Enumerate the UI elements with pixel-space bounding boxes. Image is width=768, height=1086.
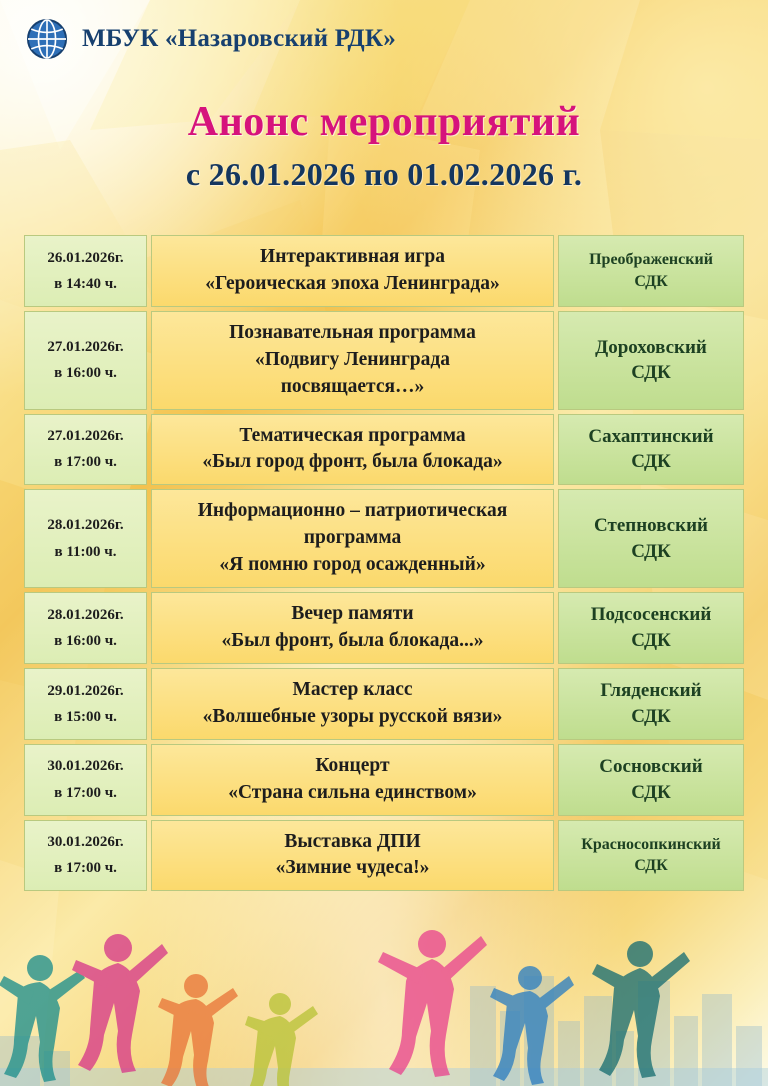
event-title-line: «Зимние чудеса!» (275, 857, 430, 879)
title-block (0, 98, 768, 193)
event-time: в 11:00 ч. (54, 543, 117, 560)
event-venue-line: СДК (634, 857, 668, 875)
page-subtitle: с 26.01.2026 по 01.02.2026 г. (185, 156, 583, 192)
header (0, 0, 768, 60)
event-venue-line: Сахаптинский (588, 425, 714, 447)
event-title-line: Мастер класс (292, 678, 413, 700)
table-row (24, 235, 744, 307)
event-time: в 15:00 ч. (54, 708, 117, 725)
event-date: 30.01.2026г. (47, 834, 124, 851)
event-title-line: «Волшебные узоры русской вязи» (202, 705, 503, 727)
event-date-cell (24, 311, 147, 410)
event-title-cell (151, 235, 554, 307)
event-venue-line: Красносопкинский (581, 835, 721, 853)
event-title-line: программа (303, 527, 402, 549)
event-venue-cell (558, 311, 744, 410)
event-time: в 16:00 ч. (54, 632, 117, 649)
event-time: в 17:00 ч. (54, 784, 117, 801)
event-venue-cell (558, 235, 744, 307)
table-row (24, 311, 744, 410)
event-date: 26.01.2026г. (47, 249, 124, 266)
event-venue-cell (558, 744, 744, 816)
event-time: в 17:00 ч. (54, 454, 117, 471)
event-date-cell (24, 414, 147, 486)
event-date-cell (24, 820, 147, 892)
table-row (24, 744, 744, 816)
event-venue-cell (558, 489, 744, 588)
event-title-line: Вечер памяти (291, 603, 414, 625)
event-venue-line: Гляденский (600, 680, 702, 702)
event-venue-line: СДК (631, 451, 671, 473)
schedule-table (24, 235, 744, 891)
event-title-line: Тематическая программа (239, 424, 466, 446)
table-row (24, 820, 744, 892)
event-date-cell (24, 744, 147, 816)
event-venue-cell (558, 668, 744, 740)
event-title-cell (151, 414, 554, 486)
event-title-line: Интерактивная игра (260, 246, 445, 267)
event-venue-cell (558, 592, 744, 664)
event-title-line: «Подвигу Ленинграда (254, 348, 451, 370)
event-venue-line: СДК (631, 540, 671, 562)
globe-icon (26, 18, 68, 60)
event-date-cell (24, 235, 147, 307)
page-title: Анонс мероприятий (187, 99, 581, 145)
event-venue-line: Сосновский (599, 755, 703, 777)
event-venue-line: СДК (631, 362, 671, 384)
event-date: 28.01.2026г. (47, 517, 124, 534)
event-date: 28.01.2026г. (47, 606, 124, 623)
event-date: 27.01.2026г. (47, 428, 124, 445)
event-time: в 16:00 ч. (54, 365, 117, 382)
event-date-cell (24, 668, 147, 740)
event-venue-cell (558, 820, 744, 892)
event-date: 30.01.2026г. (47, 758, 124, 775)
event-title-cell (151, 668, 554, 740)
event-title-line: посвящается…» (280, 375, 425, 397)
event-time: в 14:40 ч. (54, 275, 117, 292)
event-title-line: Познавательная программа (229, 321, 476, 343)
event-title-line: Выставка ДПИ (284, 830, 421, 852)
event-date-cell (24, 592, 147, 664)
table-row (24, 592, 744, 664)
event-venue-line: СДК (631, 705, 671, 727)
event-venue-line: СДК (631, 781, 671, 803)
table-row (24, 489, 744, 588)
event-date-cell (24, 489, 147, 588)
event-title-line: Информационно – патриотическая (197, 500, 508, 522)
event-title-line: «Страна сильна единством» (228, 781, 477, 803)
event-title-line: «Героическая эпоха Ленинграда» (205, 272, 500, 294)
event-venue-cell (558, 414, 744, 486)
event-title-line: «Был фронт, была блокада...» (221, 629, 484, 651)
event-date: 29.01.2026г. (47, 682, 124, 699)
event-title-cell (151, 311, 554, 410)
event-venue-line: Подсосенский (590, 604, 712, 626)
event-time: в 17:00 ч. (54, 860, 117, 877)
event-title-cell (151, 489, 554, 588)
event-title-cell (151, 820, 554, 892)
event-venue-line: Степновский (594, 515, 708, 537)
table-row (24, 414, 744, 486)
event-venue-line: Дороховский (595, 336, 707, 358)
event-venue-line: Преображенский (589, 251, 713, 269)
organization-title: МБУК «Назаровский РДК» (82, 25, 396, 52)
event-title-line: «Был город фронт, была блокада» (202, 451, 503, 473)
event-venue-line: СДК (634, 272, 668, 290)
event-venue-line: СДК (631, 629, 671, 651)
event-date: 27.01.2026г. (47, 338, 124, 355)
event-title-cell (151, 744, 554, 816)
event-title-line: «Я помню город осажденный» (219, 554, 486, 576)
table-row (24, 668, 744, 740)
event-title-cell (151, 592, 554, 664)
event-title-line: Концерт (315, 754, 390, 776)
